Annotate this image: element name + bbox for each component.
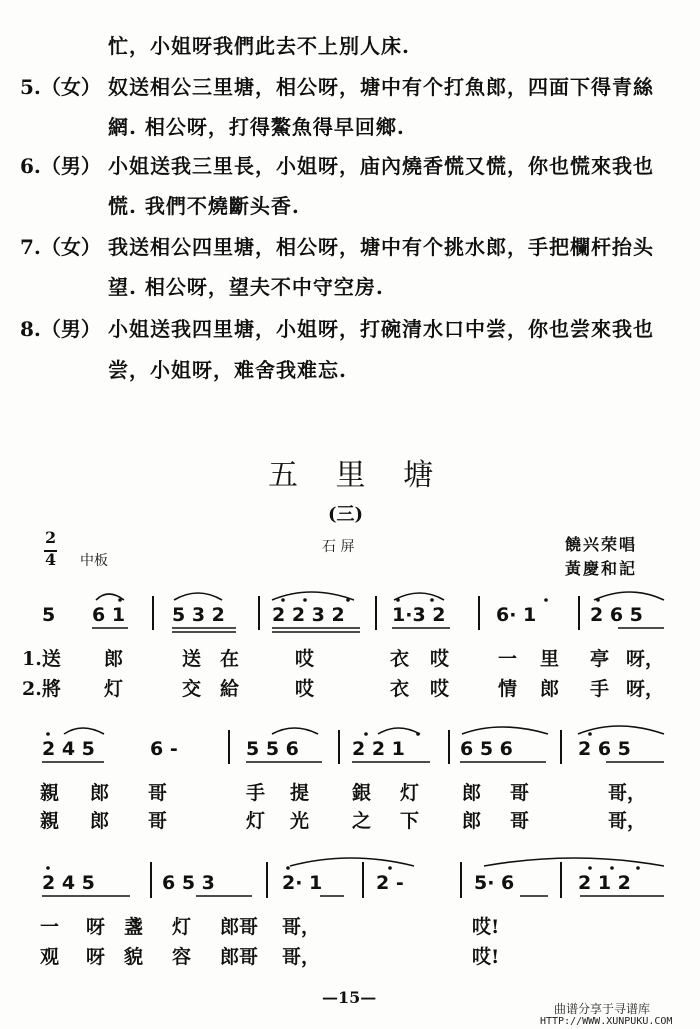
note-group: 6 1 [92,604,126,626]
song-title: 五 里 塘 [268,458,448,493]
verse-5-line-2: 網. 相公呀，打得鰲魚得早回鄉. [108,115,405,139]
lyric: 哥， [608,810,647,832]
lyric: 观 [40,946,60,968]
lyric: 衣 [390,648,410,670]
lyric: 郎 [462,810,482,832]
lyric: 呀 [86,916,106,938]
lyric: 呀， [626,648,665,670]
note-group: 2· 1 [282,872,323,894]
lyric: 哎! [472,946,500,968]
lyric: 容 [172,946,192,968]
song-subtitle: (三) [328,504,364,525]
note-group: 6 5 3 [162,872,215,894]
lyric: 2.將 [22,678,61,700]
lyric: 一 [40,916,60,938]
lyric: 衣 [390,678,410,700]
note-group: 1·3 2 [392,604,446,626]
lyric: 交 [182,678,202,700]
lyric: 親 [40,782,60,804]
credit-transcriber: 黃慶和記 [565,559,638,578]
lyric: 貌 [124,946,144,968]
lyric: 手 [590,678,610,700]
lyric: 哎 [430,678,450,700]
lyric: 手 [246,782,266,804]
lyric: 給 [220,678,240,700]
lyric: 一 [498,648,518,670]
note-group: 2 6 5 [578,738,631,760]
note-group: 5 5 6 [246,738,299,760]
lyric: 光 [290,810,310,832]
lyric: 哎 [295,678,315,700]
lyric: 哥， [282,916,321,938]
page-number: —15— [322,988,377,1007]
lyric: 郎 [104,648,124,670]
lyric: 哥 [148,782,168,804]
note-group: 5 [42,604,56,626]
lyric: 郎 [90,782,110,804]
lyric: 灯 [172,916,192,938]
verse-6-line-2: 慌. 我們不燒斷头香. [108,194,300,218]
lyric: 下 [400,810,420,832]
note-group: 2 2 3 2 [272,604,345,626]
verse-8-label: 8.（男） [20,317,101,341]
region-label: 石 屏 [322,539,355,555]
lyric: 哎 [295,648,315,670]
lyric: 在 [220,648,240,670]
lyric: 銀 [352,782,372,804]
lyric: 哥 [148,810,168,832]
note-group: 2 - [376,872,404,894]
tempo-mark: 中板 [80,553,108,569]
lyric: 1.送 [22,648,61,670]
lyric: 郎 [540,678,560,700]
verse-7-label: 7.（女） [20,235,101,259]
lyric: 亭 [590,648,610,670]
lyric: 送 [182,648,202,670]
verse-6-line-1: 小姐送我三里長，小姐呀，庙內燒香慌又慌，你也慌來我也 [108,154,654,178]
lyric: 哥， [608,782,647,804]
verse-4-line-2: 忙，小姐呀我們此去不上別人床. [108,34,410,58]
lyric: 哥 [510,782,530,804]
lyric: 情 [498,678,518,700]
verse-8-line-1: 小姐送我四里塘，小姐呀，打碗清水口中尝，你也尝來我也 [108,317,654,341]
time-sig-bottom: 4 [45,550,57,569]
verse-8-line-2: 尝，小姐呀，难舍我难忘. [108,358,347,382]
note-group: 6· 1 [496,604,537,626]
note-group: 2 1 2 [578,872,631,894]
lyric: 郎哥 [220,916,259,938]
lyric: 哥， [282,946,321,968]
note-group: 6 5 6 [460,738,513,760]
note-group: 5 3 2 [172,604,225,626]
credit-singer: 饒兴荣唱 [565,535,638,554]
lyric: 呀， [626,678,665,700]
note-group: 2 6 5 [590,604,643,626]
verse-7-line-1: 我送相公四里塘，相公呀，塘中有个挑水郎，手把欄杆抬头 [108,235,654,259]
lyric: 呀 [86,946,106,968]
note-group: 2 4 5 [42,738,95,760]
lyric: 郎 [90,810,110,832]
verse-5-label: 5.（女） [20,75,101,99]
watermark-text: 曲谱分享于寻谱库 [554,1002,651,1016]
note-group: 6 - [150,738,178,760]
lyric: 郎 [462,782,482,804]
lyric: 哥 [510,810,530,832]
lyric: 里 [540,648,560,670]
lyric: 哎! [472,916,500,938]
lyric: 哎 [430,648,450,670]
lyric: 盞 [124,916,144,938]
verse-5-line-1: 奴送相公三里塘，相公呀，塘中有个打魚郎，四面下得青絲 [108,75,654,99]
lyric: 灯 [246,810,266,832]
watermark-url: HTTP://WWW.XUNPUKU.COM [540,1016,673,1027]
note-group: 2 4 5 [42,872,95,894]
lyric: 提 [290,782,310,804]
lyric: 親 [40,810,60,832]
lyric: 灯 [400,782,420,804]
note-group: 2 2 1 [352,738,405,760]
lyric: 之 [352,810,372,832]
lyric: 郎哥 [220,946,259,968]
verse-6-label: 6.（男） [20,154,101,178]
note-group: 5· 6 [474,872,515,894]
verse-7-line-2: 望. 相公呀，望夫不中守空房. [108,275,384,299]
lyric: 灯 [104,678,124,700]
time-sig-top: 2 [45,528,57,547]
